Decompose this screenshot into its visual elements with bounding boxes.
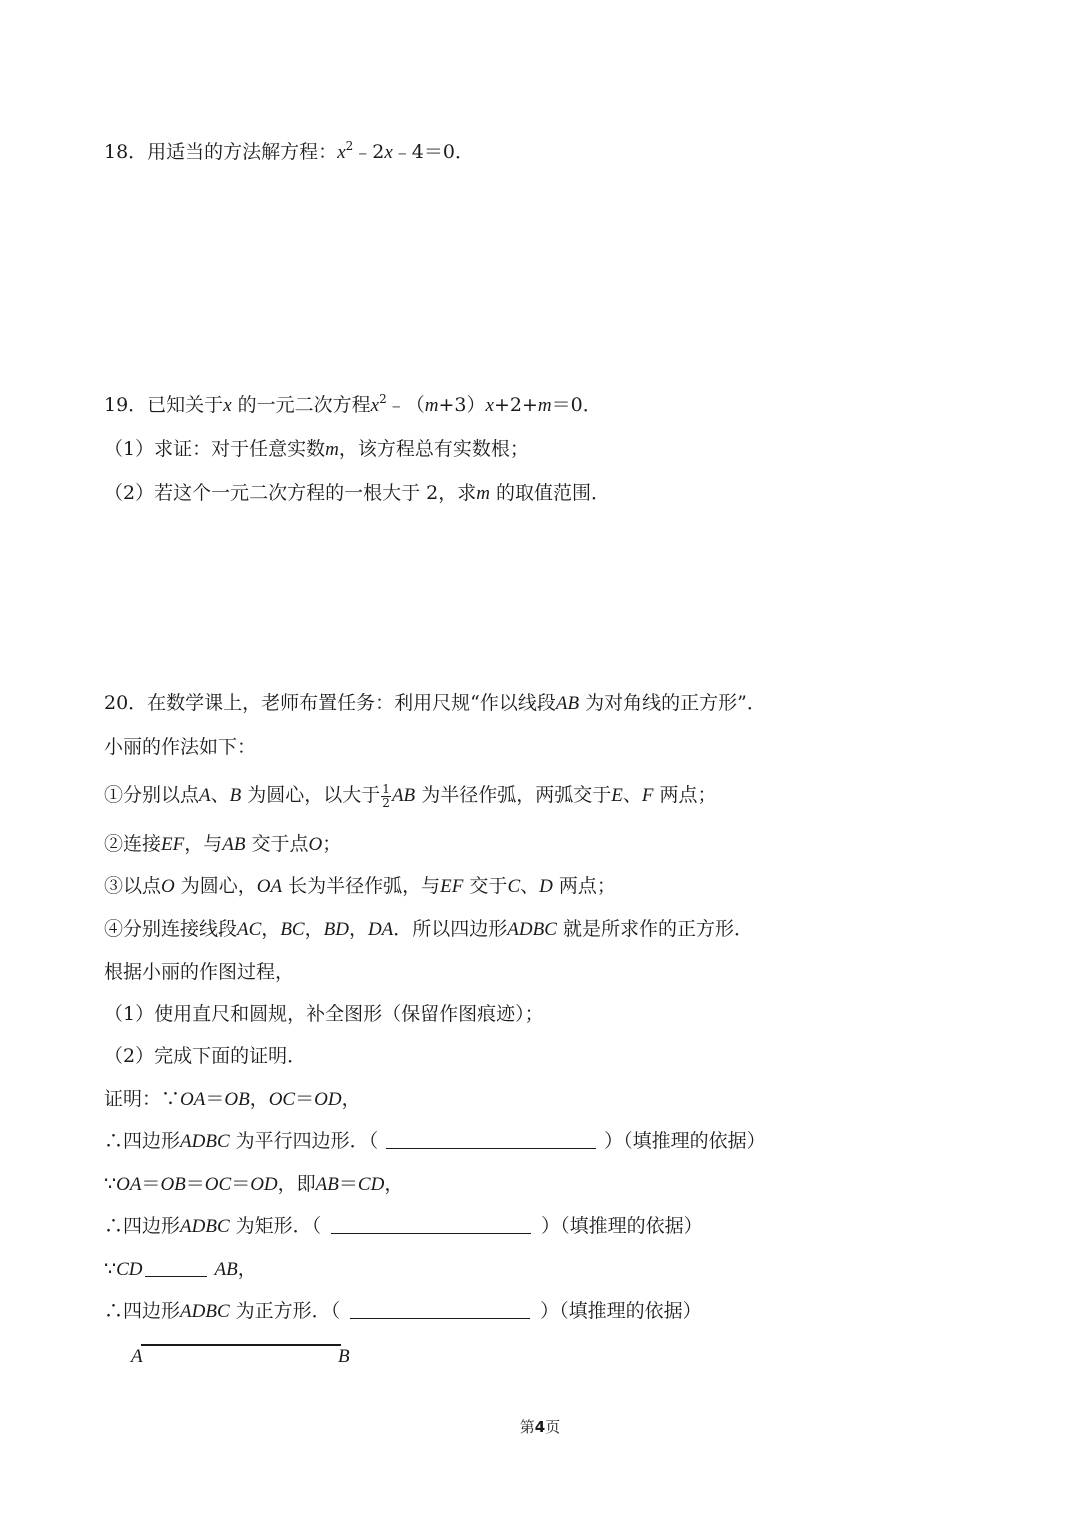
segment-label: EF (440, 876, 464, 897)
q18-text: 18．用适当的方法解方程： (104, 141, 338, 163)
segment-label: OC (268, 1089, 296, 1110)
step-text: ，与 (184, 833, 223, 855)
point-label-a: A (131, 1346, 143, 1367)
q20-sub2: （2）完成下面的证明． (104, 1045, 307, 1067)
proof-text: ∵ (104, 1173, 117, 1195)
relation-blank[interactable] (145, 1258, 207, 1277)
point-label: O (308, 834, 323, 855)
proof-line-5 (104, 1256, 257, 1283)
proof-text: ）（填推理的依据） (541, 1215, 703, 1237)
proof-text: ， (237, 1258, 257, 1280)
q19-sub2-text: 的取值范围． (489, 482, 610, 504)
q19-sub1 (104, 436, 529, 463)
q19-text: ＝0． (551, 394, 602, 416)
proof-text: ）（填推理的依据） (540, 1300, 702, 1322)
answer-blank[interactable] (331, 1215, 531, 1234)
fraction-half (381, 783, 391, 810)
proof-text: ＝ (141, 1173, 161, 1195)
segment-label: OC (204, 1174, 232, 1195)
exponent: 2 (379, 392, 387, 406)
step-text: 、 (210, 784, 230, 806)
proof-line-3 (104, 1171, 403, 1198)
q19-sub2-text: （2）若这个一元二次方程的一根大于 2，求 (104, 482, 477, 504)
step-text: ②连接 (104, 833, 162, 855)
step-text: ， (261, 918, 281, 940)
variable-x: x (337, 142, 346, 163)
variable-x: x (223, 395, 232, 416)
q19-text: ﹣（ (386, 394, 425, 416)
quadrilateral-label: ADBC (180, 1216, 230, 1237)
proof-text: ∴四边形 (104, 1300, 181, 1322)
step-text: ．所以四边形 (393, 918, 508, 940)
q19-text: +3） (438, 394, 486, 416)
point-label: A (199, 785, 211, 806)
point-label: O (161, 876, 175, 897)
proof-text: 为矩形．（ (229, 1215, 322, 1237)
segment-label: OD (250, 1174, 278, 1195)
point-label: D (539, 876, 553, 897)
segment-label: OA (180, 1089, 206, 1110)
point-label: E (611, 785, 623, 806)
step-text: 长为半径作弧，与 (282, 875, 441, 897)
variable-m: m (424, 395, 439, 416)
proof-text: 为正方形．（ (229, 1300, 341, 1322)
answer-blank[interactable] (350, 1300, 530, 1319)
step-text: 为圆心，以大于 (241, 784, 381, 806)
segment-label: OD (314, 1089, 342, 1110)
proof-line-2 (104, 1128, 766, 1155)
proof-text: ， (341, 1088, 361, 1110)
point-label: B (229, 785, 242, 806)
point-label: F (641, 785, 654, 806)
quadrilateral-label: ADBC (507, 919, 557, 940)
q19-text: 19．已知关于 (104, 394, 224, 416)
q19-sub2 (104, 480, 610, 507)
proof-text: ＝ (231, 1173, 251, 1195)
fraction-numerator: 1 (382, 781, 390, 796)
segment-label: BD (323, 919, 349, 940)
variable-m: m (325, 439, 339, 460)
variable-x: x (384, 142, 393, 163)
fraction-denominator: 2 (382, 795, 390, 810)
page-number-suffix: 页 (545, 1418, 561, 1436)
proof-text: ＝ (205, 1088, 225, 1110)
quadrilateral-label: ADBC (180, 1301, 230, 1322)
step-text: 两点； (552, 875, 616, 897)
segment-ab (141, 1344, 341, 1346)
step-text: ①分别以点 (104, 784, 200, 806)
q20-line2: 小丽的作法如下： (104, 736, 257, 758)
segment-label: AB (222, 834, 246, 855)
segment-label: OB (224, 1089, 250, 1110)
proof-text: ＝ (185, 1173, 205, 1195)
variable-m: m (476, 483, 490, 504)
step-text: 、 (622, 784, 642, 806)
q19-sub1-text: ，该方程总有实数根； (338, 438, 529, 460)
segment-label: OB (160, 1174, 186, 1195)
segment-label: AB (214, 1259, 238, 1280)
q20-sub1: （1）使用直尺和圆规，补全图形（保留作图痕迹）； (104, 1003, 544, 1025)
q20-step2 (104, 831, 341, 858)
segment-label: AB (391, 785, 416, 806)
step-text: 、 (520, 875, 540, 897)
segment-label: OA (256, 876, 283, 897)
step-text: 交于 (463, 875, 508, 897)
q20-step4 (104, 916, 753, 943)
q19-text: 的一元二次方程 (231, 394, 371, 416)
proof-text: ∴四边形 (104, 1130, 181, 1152)
segment-label: AB (315, 1174, 339, 1195)
proof-text: ∵ (104, 1258, 117, 1280)
q20-text: 20．在数学课上，老师布置任务：利用尺规“作以线段 (104, 692, 556, 714)
q20-step3 (104, 873, 616, 900)
question-18 (104, 139, 474, 166)
quadrilateral-label: ADBC (180, 1131, 230, 1152)
proof-text: ， (249, 1088, 269, 1110)
step-text: ； (322, 833, 342, 855)
q20-text: 为对角线的正方形”． (579, 692, 766, 714)
q18-text-mid: ﹣2 (353, 141, 385, 163)
proof-line-1 (104, 1086, 361, 1113)
page-number-prefix: 第 (519, 1418, 535, 1436)
step-text: ， (304, 918, 324, 940)
segment-label: AC (237, 919, 262, 940)
page-number-value: 4 (534, 1418, 546, 1436)
step-text: 为半径作弧，两弧交于 (415, 784, 612, 806)
step-text: 就是所求作的正方形． (556, 918, 753, 940)
segment-label: OA (116, 1174, 142, 1195)
step-text: ， (348, 918, 368, 940)
q20-line7: 根据小丽的作图过程， (104, 961, 295, 983)
step-text: ④分别连接线段 (104, 918, 238, 940)
proof-text: 证明：∵ (104, 1088, 181, 1110)
variable-m: m (537, 395, 552, 416)
page-number (0, 1416, 1080, 1437)
point-label-b: B (338, 1346, 350, 1367)
step-text: ③以点 (104, 875, 162, 897)
step-text: 为圆心， (174, 875, 257, 897)
q18-text-end: ﹣4＝0． (392, 141, 474, 163)
segment-label: BC (280, 919, 305, 940)
variable-x: x (485, 395, 494, 416)
segment-label: EF (161, 834, 185, 855)
q19-text: +2+ (493, 394, 538, 416)
question-19 (104, 392, 602, 419)
variable-x: x (370, 395, 380, 416)
segment-label: DA (367, 919, 394, 940)
proof-text: ）（填推理的依据） (604, 1130, 766, 1152)
proof-text: ∴四边形 (104, 1215, 181, 1237)
q20-step1 (104, 782, 716, 810)
step-text: 交于点 (245, 833, 309, 855)
exponent: 2 (345, 139, 354, 153)
proof-text: ， (384, 1173, 404, 1195)
proof-text: ＝ (338, 1173, 358, 1195)
point-label: C (507, 876, 521, 897)
segment-label: CD (357, 1174, 385, 1195)
proof-text: ，即 (277, 1173, 316, 1195)
question-20 (104, 690, 766, 717)
proof-line-4 (104, 1213, 703, 1240)
q19-sub1-text: （1）求证：对于任意实数 (104, 438, 326, 460)
step-text: 两点； (653, 784, 717, 806)
answer-blank[interactable] (386, 1130, 596, 1149)
segment-label: CD (116, 1259, 143, 1280)
proof-text: ＝ (295, 1088, 315, 1110)
proof-line-6 (104, 1298, 702, 1325)
segment-label: AB (555, 693, 580, 714)
proof-text: 为平行四边形．（ (229, 1130, 379, 1152)
